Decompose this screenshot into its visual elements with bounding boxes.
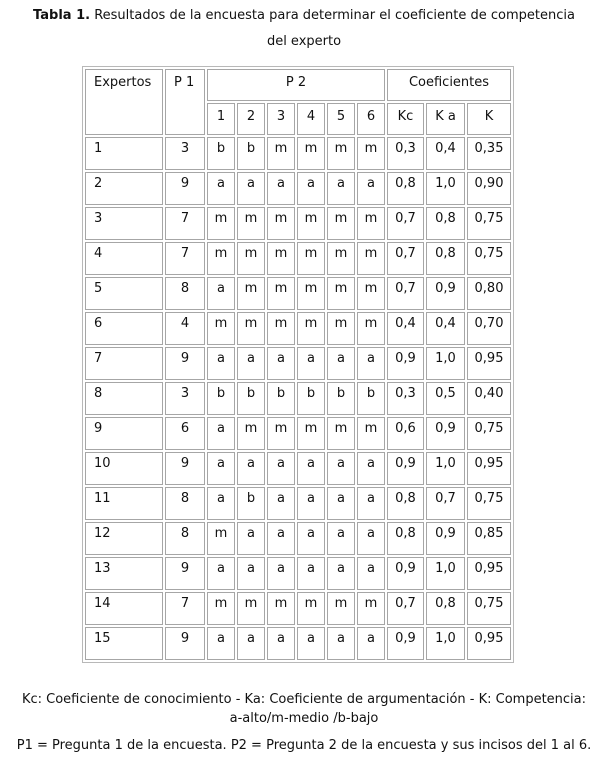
results-table [82,66,514,663]
cell-kc: 0,8 [387,487,424,520]
cell-p2: a [267,557,295,590]
table-row [85,487,511,520]
cell-kc: 0,3 [387,137,424,170]
cell-kc: 0,7 [387,242,424,275]
cell-ka: 1,0 [426,557,465,590]
cell-k: 0,75 [467,242,511,275]
legend-text [0,690,608,728]
cell-ka: 0,4 [426,312,465,345]
caption-line-1 [0,3,608,29]
cell-k: 0,85 [467,522,511,555]
cell-p2: m [327,312,355,345]
cell-p2: m [207,207,235,240]
cell-p2: a [327,627,355,660]
cell-ka: 0,4 [426,137,465,170]
cell-expert: 12 [85,522,163,555]
table-row [85,277,511,310]
table-row [85,172,511,205]
cell-p2: a [207,417,235,450]
cell-p1: 7 [165,207,205,240]
cell-p1: 4 [165,312,205,345]
cell-p2: a [237,522,265,555]
cell-p2: m [297,137,325,170]
table-row [85,347,511,380]
cell-expert: 7 [85,347,163,380]
cell-p2: a [357,557,385,590]
cell-kc: 0,8 [387,172,424,205]
cell-p2: m [297,242,325,275]
cell-k: 0,95 [467,627,511,660]
table-row [85,557,511,590]
cell-p2: m [327,137,355,170]
cell-p1: 9 [165,452,205,485]
cell-k: 0,75 [467,207,511,240]
cell-k: 0,80 [467,277,511,310]
cell-kc: 0,9 [387,452,424,485]
cell-p2: a [297,172,325,205]
cell-p2: a [357,347,385,380]
cell-p2: m [267,417,295,450]
cell-k: 0,75 [467,487,511,520]
cell-p2: m [357,312,385,345]
cell-expert: 3 [85,207,163,240]
cell-p2: m [357,242,385,275]
table-row [85,312,511,345]
cell-ka: 0,5 [426,382,465,415]
table-row [85,242,511,275]
cell-p2: m [237,417,265,450]
cell-ka: 1,0 [426,172,465,205]
header-p2-sub: 1 [207,103,235,135]
cell-p1: 8 [165,522,205,555]
cell-expert: 10 [85,452,163,485]
cell-p2: m [357,277,385,310]
cell-p2: a [207,172,235,205]
cell-ka: 1,0 [426,452,465,485]
cell-kc: 0,3 [387,382,424,415]
cell-p2: a [297,627,325,660]
cell-p2: m [357,207,385,240]
cell-p2: m [297,207,325,240]
cell-p2: a [267,522,295,555]
cell-p2: a [297,347,325,380]
cell-p2: m [297,312,325,345]
cell-ka: 0,8 [426,242,465,275]
header-p2-sub: 6 [357,103,385,135]
cell-p2: m [207,312,235,345]
cell-p2: a [357,487,385,520]
cell-p2: a [357,172,385,205]
table-row [85,522,511,555]
cell-p2: a [267,487,295,520]
cell-ka: 1,0 [426,627,465,660]
cell-expert: 14 [85,592,163,625]
cell-p2: a [357,522,385,555]
cell-p2: a [207,277,235,310]
cell-kc: 0,6 [387,417,424,450]
caption-line-2: del experto [266,34,342,49]
cell-p2: a [327,522,355,555]
header-expertos: Expertos [85,69,163,135]
cell-p2: a [327,347,355,380]
table-row [85,207,511,240]
cell-kc: 0,8 [387,522,424,555]
cell-p2: m [297,592,325,625]
cell-p2: m [267,312,295,345]
cell-p2: m [357,592,385,625]
cell-p2: a [237,557,265,590]
cell-p2: a [207,452,235,485]
cell-ka: 0,7 [426,487,465,520]
cell-p1: 9 [165,627,205,660]
cell-p2: m [207,522,235,555]
cell-p2: m [267,592,295,625]
cell-expert: 8 [85,382,163,415]
cell-p2: m [267,137,295,170]
cell-kc: 0,7 [387,592,424,625]
header-row-1 [85,69,511,101]
cell-p2: m [267,277,295,310]
cell-p2: m [297,277,325,310]
cell-p2: a [207,627,235,660]
cell-p1: 8 [165,487,205,520]
cell-k: 0,95 [467,347,511,380]
header-coeficientes: Coeficientes [387,69,511,101]
table-row [85,137,511,170]
cell-kc: 0,9 [387,347,424,380]
cell-p2: a [297,522,325,555]
cell-expert: 6 [85,312,163,345]
header-p2: P 2 [207,69,385,101]
cell-k: 0,95 [467,557,511,590]
cell-p2: a [357,627,385,660]
table-row [85,627,511,660]
cell-p2: m [327,417,355,450]
cell-kc: 0,7 [387,277,424,310]
cell-expert: 1 [85,137,163,170]
cell-ka: 0,9 [426,277,465,310]
cell-p2: m [207,592,235,625]
cell-p2: a [267,627,295,660]
cell-p2: a [267,172,295,205]
cell-p1: 9 [165,172,205,205]
cell-p2: m [327,242,355,275]
cell-p2: a [207,487,235,520]
cell-ka: 0,8 [426,592,465,625]
table-row [85,452,511,485]
cell-kc: 0,9 [387,557,424,590]
header-kc: Kc [387,103,424,135]
cell-p2: m [357,137,385,170]
cell-p1: 6 [165,417,205,450]
cell-p2: m [267,242,295,275]
cell-ka: 0,9 [426,522,465,555]
cell-p2: m [357,417,385,450]
table-row [85,592,511,625]
cell-p2: b [297,382,325,415]
cell-p2: a [327,557,355,590]
cell-p2: b [207,382,235,415]
cell-p2: m [297,417,325,450]
cell-expert: 4 [85,242,163,275]
cell-expert: 11 [85,487,163,520]
cell-p1: 8 [165,277,205,310]
cell-kc: 0,4 [387,312,424,345]
cell-p2: b [357,382,385,415]
table-row [85,417,511,450]
cell-p2: m [237,277,265,310]
table-caption [0,3,608,55]
table-row [85,382,511,415]
cell-k: 0,95 [467,452,511,485]
cell-p1: 9 [165,557,205,590]
cell-p2: b [327,382,355,415]
cell-p2: b [237,382,265,415]
questions-note: P1 = Pregunta 1 de la encuesta. P2 = Pregunta 2 de la encuesta y sus incisos del 1 al 6. [16,738,592,753]
cell-k: 0,70 [467,312,511,345]
cell-expert: 9 [85,417,163,450]
cell-p2: a [267,452,295,485]
legend-line-1: Kc: Coeficiente de conocimiento - Ka: Coeficiente de argumentación - K: Competencia: [21,692,587,707]
cell-kc: 0,9 [387,627,424,660]
cell-p1: 7 [165,242,205,275]
cell-k: 0,75 [467,592,511,625]
cell-p2: b [267,382,295,415]
cell-k: 0,75 [467,417,511,450]
cell-p2: a [237,627,265,660]
cell-p2: a [357,452,385,485]
header-ka: K a [426,103,465,135]
header-p2-sub: 2 [237,103,265,135]
cell-ka: 1,0 [426,347,465,380]
cell-p2: m [327,277,355,310]
header-p1: P 1 [165,69,205,135]
cell-p2: b [207,137,235,170]
legend-line-2: a-alto/m-medio /b-bajo [229,711,379,726]
cell-kc: 0,7 [387,207,424,240]
cell-p2: a [297,452,325,485]
cell-p2: a [207,557,235,590]
cell-k: 0,90 [467,172,511,205]
cell-expert: 2 [85,172,163,205]
cell-p2: a [327,172,355,205]
cell-p2: m [267,207,295,240]
cell-p2: a [207,347,235,380]
cell-p2: m [237,312,265,345]
header-p2-sub: 4 [297,103,325,135]
cell-p2: a [297,487,325,520]
header-k: K [467,103,511,135]
cell-ka: 0,9 [426,417,465,450]
cell-p2: a [237,347,265,380]
cell-expert: 5 [85,277,163,310]
cell-p1: 9 [165,347,205,380]
caption-label: Tabla 1. [33,8,91,23]
cell-p1: 7 [165,592,205,625]
cell-p2: b [237,137,265,170]
cell-p2: m [237,592,265,625]
cell-p2: a [237,452,265,485]
cell-p1: 3 [165,382,205,415]
cell-p2: a [267,347,295,380]
cell-p1: 3 [165,137,205,170]
cell-k: 0,40 [467,382,511,415]
cell-p2: a [237,172,265,205]
cell-p2: m [327,592,355,625]
header-p2-sub: 5 [327,103,355,135]
cell-p2: m [327,207,355,240]
cell-k: 0,35 [467,137,511,170]
cell-p2: a [327,452,355,485]
cell-expert: 15 [85,627,163,660]
caption-text: Resultados de la encuesta para determinar el coeficiente de competencia [94,8,575,23]
cell-p2: a [327,487,355,520]
cell-p2: m [237,242,265,275]
cell-p2: m [237,207,265,240]
header-p2-sub: 3 [267,103,295,135]
cell-expert: 13 [85,557,163,590]
cell-p2: m [207,242,235,275]
cell-p2: b [237,487,265,520]
cell-p2: a [297,557,325,590]
cell-ka: 0,8 [426,207,465,240]
